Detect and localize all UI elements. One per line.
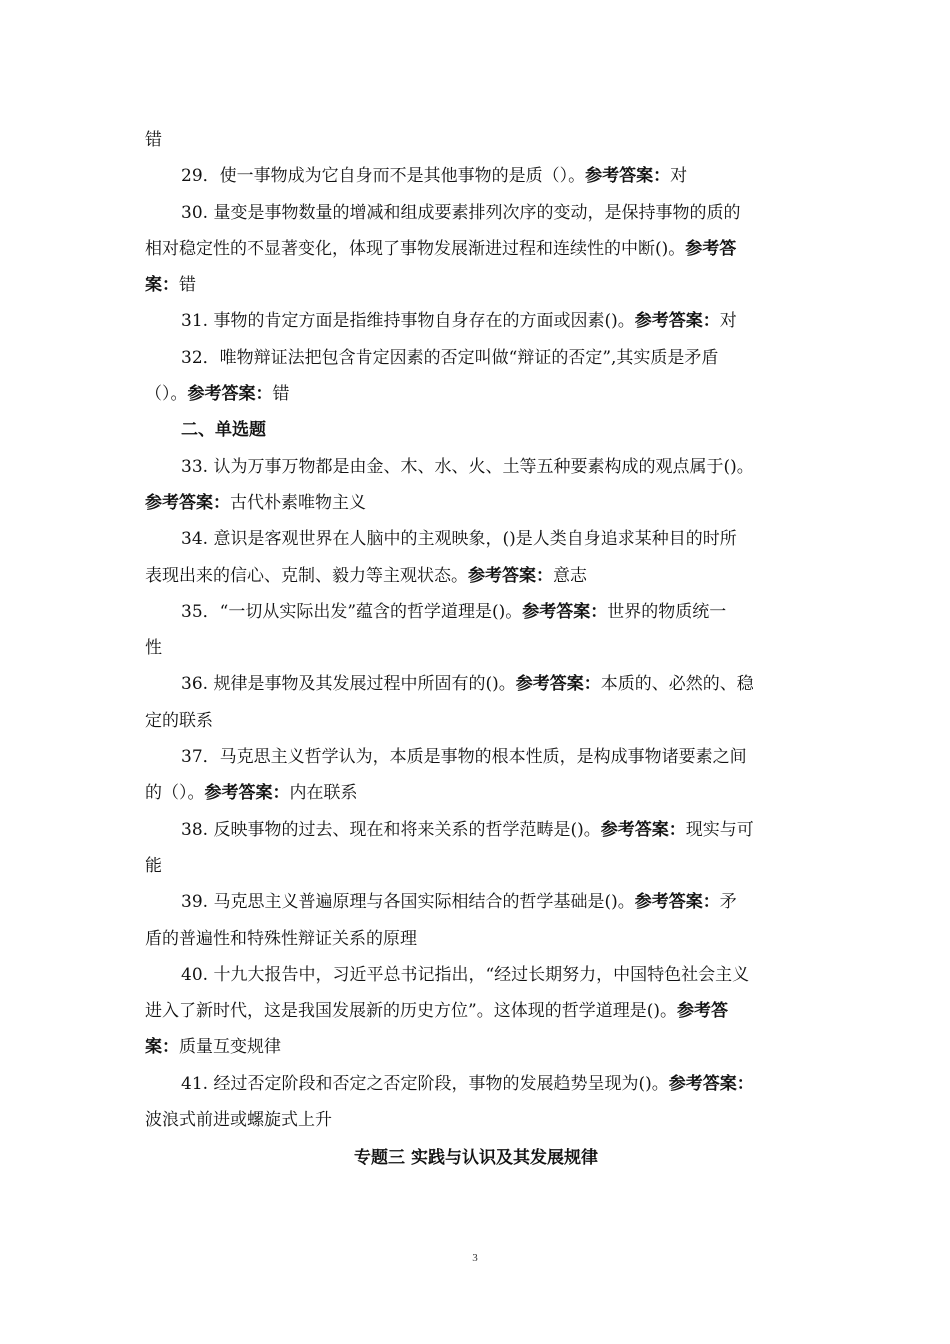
- line-text: 33. 认为万事万物都是由金、木、水、火、土等五种要素构成的观点属于()。: [181, 456, 754, 477]
- text-line: [145, 1066, 807, 1102]
- answer-text: 本质的、必然的、稳: [600, 674, 754, 695]
- answer-label: 参考答: [685, 238, 737, 259]
- line-text: 盾的普遍性和特殊性辩证关系的原理: [145, 928, 417, 949]
- answer-label: 参考答案：: [145, 492, 230, 513]
- text-line: [145, 340, 807, 376]
- text-line: [145, 485, 807, 521]
- line-text: 31. 事物的肯定方面是指维持事物自身存在的方面或因素()。: [181, 311, 635, 332]
- text-line: [145, 957, 807, 993]
- text-line: [145, 594, 807, 630]
- answer-text: 错: [272, 384, 290, 405]
- text-line: [145, 158, 807, 194]
- document-body: [145, 122, 807, 1177]
- text-line: [145, 376, 807, 412]
- text-line: [145, 558, 807, 594]
- line-text: 32．唯物辩证法把包含肯定因素的否定叫做“辩证的否定”,其实质是矛盾: [181, 347, 719, 368]
- answer-text: 现实与可: [685, 819, 754, 840]
- line-text: 的（）。: [145, 783, 205, 804]
- text-line: [145, 921, 807, 957]
- answer-text: 质量互变规律: [179, 1037, 281, 1058]
- answer-label: 案：: [145, 1037, 179, 1058]
- line-text: 错: [145, 130, 162, 150]
- answer-text: 内在联系: [289, 783, 358, 804]
- answer-text: 古代朴素唯物主义: [230, 492, 366, 513]
- line-text: 29．使一事物成为它自身而不是其他事物的是质（）。: [181, 166, 586, 187]
- line-text: 30. 量变是事物数量的增减和组成要素排列次序的变动，是保持事物的质的: [181, 202, 741, 223]
- text-line: [145, 775, 807, 811]
- line-text: 38. 反映事物的过去、现在和将来关系的哲学范畴是()。: [181, 819, 601, 840]
- answer-label: 参考答案：: [585, 166, 671, 187]
- answer-text: 世界的物质统一: [607, 601, 727, 622]
- text-line: [145, 521, 807, 557]
- text-line: [145, 993, 807, 1029]
- line-text: 34. 意识是客观世界在人脑中的主观映象，()是人类自身追求某种目的时所: [181, 529, 737, 550]
- text-line: [145, 195, 807, 231]
- section-heading: [145, 412, 807, 448]
- line-text: 39. 马克思主义普遍原理与各国实际相结合的哲学基础是()。: [181, 892, 635, 913]
- text-line: [145, 1102, 807, 1138]
- line-text: 进入了新时代，这是我国发展新的历史方位”。这体现的哲学道理是()。: [145, 1001, 677, 1022]
- answer-label: 参考答案：: [634, 892, 720, 913]
- line-text: 表现出来的信心、克制、毅力等主观状态。: [145, 565, 468, 586]
- line-text: 性: [145, 638, 162, 659]
- answer-text: 对: [670, 166, 688, 187]
- answer-text: 错: [179, 275, 196, 296]
- line-text: 41. 经过否定阶段和否定之否定阶段，事物的发展趋势呈现为()。: [181, 1073, 669, 1094]
- text-line: [145, 449, 807, 485]
- text-line: [145, 703, 807, 739]
- answer-label: 参考答案：: [634, 311, 720, 332]
- line-text: 能: [145, 855, 162, 876]
- page-number: 3: [472, 1252, 478, 1264]
- answer-label: 参考答: [676, 1001, 728, 1022]
- line-text: 相对稳定性的不显著变化，体现了事物发展渐进过程和连续性的中断()。: [145, 238, 686, 259]
- answer-label: 参考答案：: [204, 783, 290, 804]
- line-text: （）。: [145, 384, 188, 405]
- answer-text: 对: [719, 311, 737, 332]
- text-line: [145, 231, 807, 267]
- line-text: 40. 十九大报告中，习近平总书记指出，“经过长期努力，中国特色社会主义: [181, 964, 750, 985]
- line-text: 二、单选题: [181, 420, 266, 441]
- line-text: 35．“一切从实际出发”蕴含的哲学道理是()。: [181, 601, 523, 622]
- line-text: 37．马克思主义哲学认为，本质是事物的根本性质，是构成事物诸要素之间: [181, 747, 747, 768]
- answer-label: 参考答案：: [187, 384, 273, 405]
- answer-label: 参考答案：: [600, 819, 686, 840]
- text-line: [145, 122, 807, 158]
- answer-label: 参考答案：: [515, 674, 601, 695]
- text-line: [145, 739, 807, 775]
- text-line: [145, 267, 807, 303]
- text-line: [145, 884, 807, 920]
- line-text: 波浪式前进或螺旋式上升: [145, 1110, 332, 1131]
- text-line: [145, 812, 807, 848]
- answer-label: 参考答案：: [668, 1073, 754, 1094]
- text-line: [145, 1029, 807, 1065]
- answer-label: 参考答案：: [468, 565, 553, 586]
- topic-heading: 专题三 实践与认识及其发展规律: [354, 1148, 598, 1169]
- text-line: [145, 666, 807, 702]
- answer-label: 参考答案：: [522, 601, 608, 622]
- answer-label: 案：: [145, 275, 179, 296]
- text-line: [145, 848, 807, 884]
- text-line: [145, 630, 807, 666]
- answer-text: 意志: [553, 565, 587, 586]
- answer-text: 矛: [719, 892, 737, 913]
- text-line: [145, 303, 807, 339]
- line-text: 36. 规律是事物及其发展过程中所固有的()。: [181, 674, 516, 695]
- line-text: 定的联系: [145, 710, 213, 731]
